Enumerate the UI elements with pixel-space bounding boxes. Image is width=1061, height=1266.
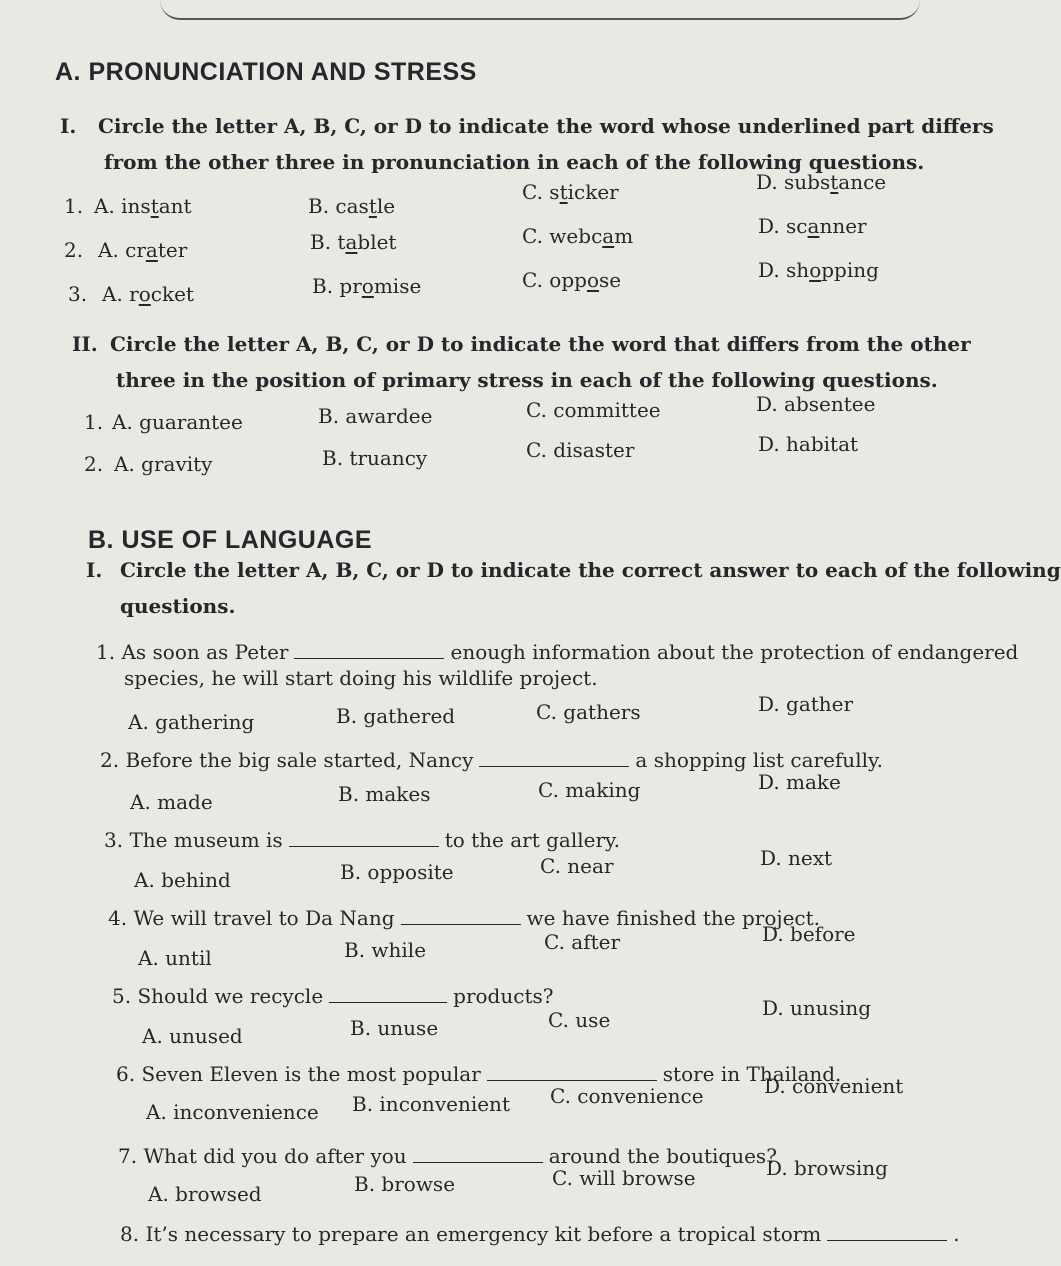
question-7-stem — [118, 1144, 777, 1168]
answer-blank[interactable] — [487, 1062, 657, 1081]
question-text-before: Seven Eleven is the most popular — [141, 1062, 481, 1086]
option-c[interactable]: C. webcam — [522, 224, 634, 248]
option-a[interactable]: A. gravity — [114, 452, 213, 476]
option-b[interactable]: B. browse — [354, 1172, 456, 1196]
option-b[interactable]: B. castle — [308, 194, 396, 218]
option-d[interactable]: D. shopping — [758, 258, 879, 282]
question-3-stem — [104, 828, 620, 852]
option-c[interactable]: C. disaster — [526, 438, 635, 462]
question-number: 2. — [64, 238, 84, 262]
section-b-part1-instruction — [86, 552, 1061, 624]
option-a[interactable]: A. unused — [142, 1024, 243, 1048]
question-number: 1. — [96, 640, 116, 664]
question-text-after: . — [953, 1222, 960, 1246]
option-d[interactable]: D. habitat — [758, 432, 859, 456]
question-text-after: to the art gallery. — [444, 828, 621, 852]
question-number: 1. — [84, 410, 104, 434]
option-c[interactable]: C. after — [544, 930, 621, 954]
question-number: 2. — [84, 452, 104, 476]
question-text-after: around the boutiques? — [548, 1144, 777, 1168]
question-number: 8. — [120, 1222, 140, 1246]
option-d[interactable]: D. substance — [756, 170, 887, 194]
instruction-line1: Circle the letter A, B, C, or D to indicate the word whose underlined part differs — [98, 114, 994, 138]
option-c[interactable]: C. making — [538, 778, 641, 802]
question-1-options — [0, 692, 1061, 740]
question-text-after: products? — [453, 984, 554, 1008]
option-b[interactable]: B. unuse — [350, 1016, 439, 1040]
option-d[interactable]: D. unusing — [762, 996, 872, 1020]
option-c[interactable]: C. will browse — [552, 1166, 696, 1190]
instruction-line2: three in the position of primary stress in each of the following questions. — [116, 368, 938, 392]
page-top-edge — [160, 0, 920, 20]
option-b[interactable]: B. tablet — [310, 230, 397, 254]
answer-blank[interactable] — [413, 1144, 543, 1163]
question-number: 1. — [64, 194, 84, 218]
instruction-line1: Circle the letter A, B, C, or D to indicate the correct answer to each of the following — [120, 558, 1061, 582]
question-text-before: Should we recycle — [137, 984, 324, 1008]
instruction-line1: Circle the letter A, B, C, or D to indicate the word that differs from the other — [110, 332, 971, 356]
section-a-part2-instruction — [72, 326, 971, 398]
question-text-before: Before the big sale started, Nancy — [125, 748, 474, 772]
pronunciation-question-3 — [0, 258, 1061, 312]
option-b[interactable]: B. promise — [312, 274, 422, 298]
stress-question-1 — [0, 392, 1061, 440]
question-number: 7. — [118, 1144, 138, 1168]
answer-blank[interactable] — [294, 640, 444, 659]
option-a[interactable]: A. crater — [98, 238, 188, 262]
question-text-after: a shopping list carefully. — [635, 748, 883, 772]
option-d[interactable]: D. make — [758, 770, 841, 794]
option-a[interactable]: A. guarantee — [112, 410, 243, 434]
option-c[interactable]: C. convenience — [550, 1084, 704, 1108]
roman-numeral: II. — [72, 332, 98, 356]
instruction-line2: from the other three in pronunciation in each of the following questions. — [104, 150, 925, 174]
question-2-options — [0, 770, 1061, 820]
question-text-after: enough information about the protection of endangered — [450, 640, 1019, 664]
question-1-stem — [96, 640, 1018, 664]
option-d[interactable]: D. scanner — [758, 214, 867, 238]
option-b[interactable]: B. while — [344, 938, 427, 962]
option-c[interactable]: C. use — [548, 1008, 611, 1032]
question-text-before: The museum is — [129, 828, 283, 852]
answer-blank[interactable] — [479, 748, 629, 767]
option-a[interactable]: A. made — [130, 790, 213, 814]
option-b[interactable]: B. gathered — [336, 704, 456, 728]
answer-blank[interactable] — [329, 984, 447, 1003]
option-a[interactable]: A. browsed — [148, 1182, 262, 1206]
answer-blank[interactable] — [401, 906, 521, 925]
option-b[interactable]: B. truancy — [322, 446, 428, 470]
option-c[interactable]: C. near — [540, 854, 614, 878]
option-a[interactable]: A. inconvenience — [146, 1100, 319, 1124]
question-text-after: store in Thailand. — [662, 1062, 842, 1086]
question-3-options — [0, 846, 1061, 898]
question-text-before: What did you do after you — [143, 1144, 407, 1168]
question-2-stem — [100, 748, 883, 772]
pronunciation-question-2 — [0, 214, 1061, 268]
option-d[interactable]: D. next — [760, 846, 833, 870]
question-number: 2. — [100, 748, 120, 772]
option-a[interactable]: A. rocket — [102, 282, 194, 306]
question-number: 3. — [68, 282, 88, 306]
option-d[interactable]: D. browsing — [766, 1156, 888, 1180]
section-b-title: B. USE OF LANGUAGE — [88, 526, 373, 554]
option-b[interactable]: B. inconvenient — [352, 1092, 510, 1116]
option-a[interactable]: A. instant — [94, 194, 192, 218]
option-c[interactable]: C. gathers — [536, 700, 641, 724]
option-d[interactable]: D. convenient — [764, 1074, 904, 1098]
stress-question-2 — [0, 432, 1061, 482]
section-a-title: A. PRONUNCIATION AND STRESS — [55, 58, 477, 86]
question-4-options — [0, 922, 1061, 976]
question-number: 4. — [108, 906, 128, 930]
question-text-before: We will travel to Da Nang — [133, 906, 395, 930]
question-8-stem — [120, 1222, 960, 1246]
question-5-stem — [112, 984, 553, 1008]
question-text-after: we have finished the project. — [526, 906, 821, 930]
question-number: 5. — [112, 984, 132, 1008]
question-6-stem — [116, 1062, 841, 1086]
answer-blank[interactable] — [827, 1222, 947, 1241]
instruction-line2: questions. — [120, 594, 236, 618]
option-b[interactable]: B. opposite — [340, 860, 454, 884]
question-4-stem — [108, 906, 820, 930]
roman-numeral: I. — [86, 558, 103, 582]
question-1-continuation: species, he will start doing his wildlife project. — [124, 666, 598, 690]
option-d[interactable]: D. gather — [758, 692, 854, 716]
pronunciation-question-1 — [0, 170, 1061, 224]
question-text-before: It’s necessary to prepare an emergency kit before a tropical storm — [145, 1222, 822, 1246]
option-d[interactable]: D. before — [762, 922, 856, 946]
option-c[interactable]: C. committee — [526, 398, 661, 422]
option-a[interactable]: A. until — [138, 946, 212, 970]
option-c[interactable]: C. sticker — [522, 180, 619, 204]
option-a[interactable]: A. gathering — [128, 710, 255, 734]
question-number: 3. — [104, 828, 124, 852]
option-b[interactable]: B. awardee — [318, 404, 433, 428]
question-number: 6. — [116, 1062, 136, 1086]
answer-blank[interactable] — [289, 828, 439, 847]
option-a[interactable]: A. behind — [134, 868, 231, 892]
question-text-before: As soon as Peter — [121, 640, 289, 664]
option-b[interactable]: B. makes — [338, 782, 431, 806]
option-c[interactable]: C. oppose — [522, 268, 622, 292]
option-d[interactable]: D. absentee — [756, 392, 876, 416]
roman-numeral: I. — [60, 114, 77, 138]
